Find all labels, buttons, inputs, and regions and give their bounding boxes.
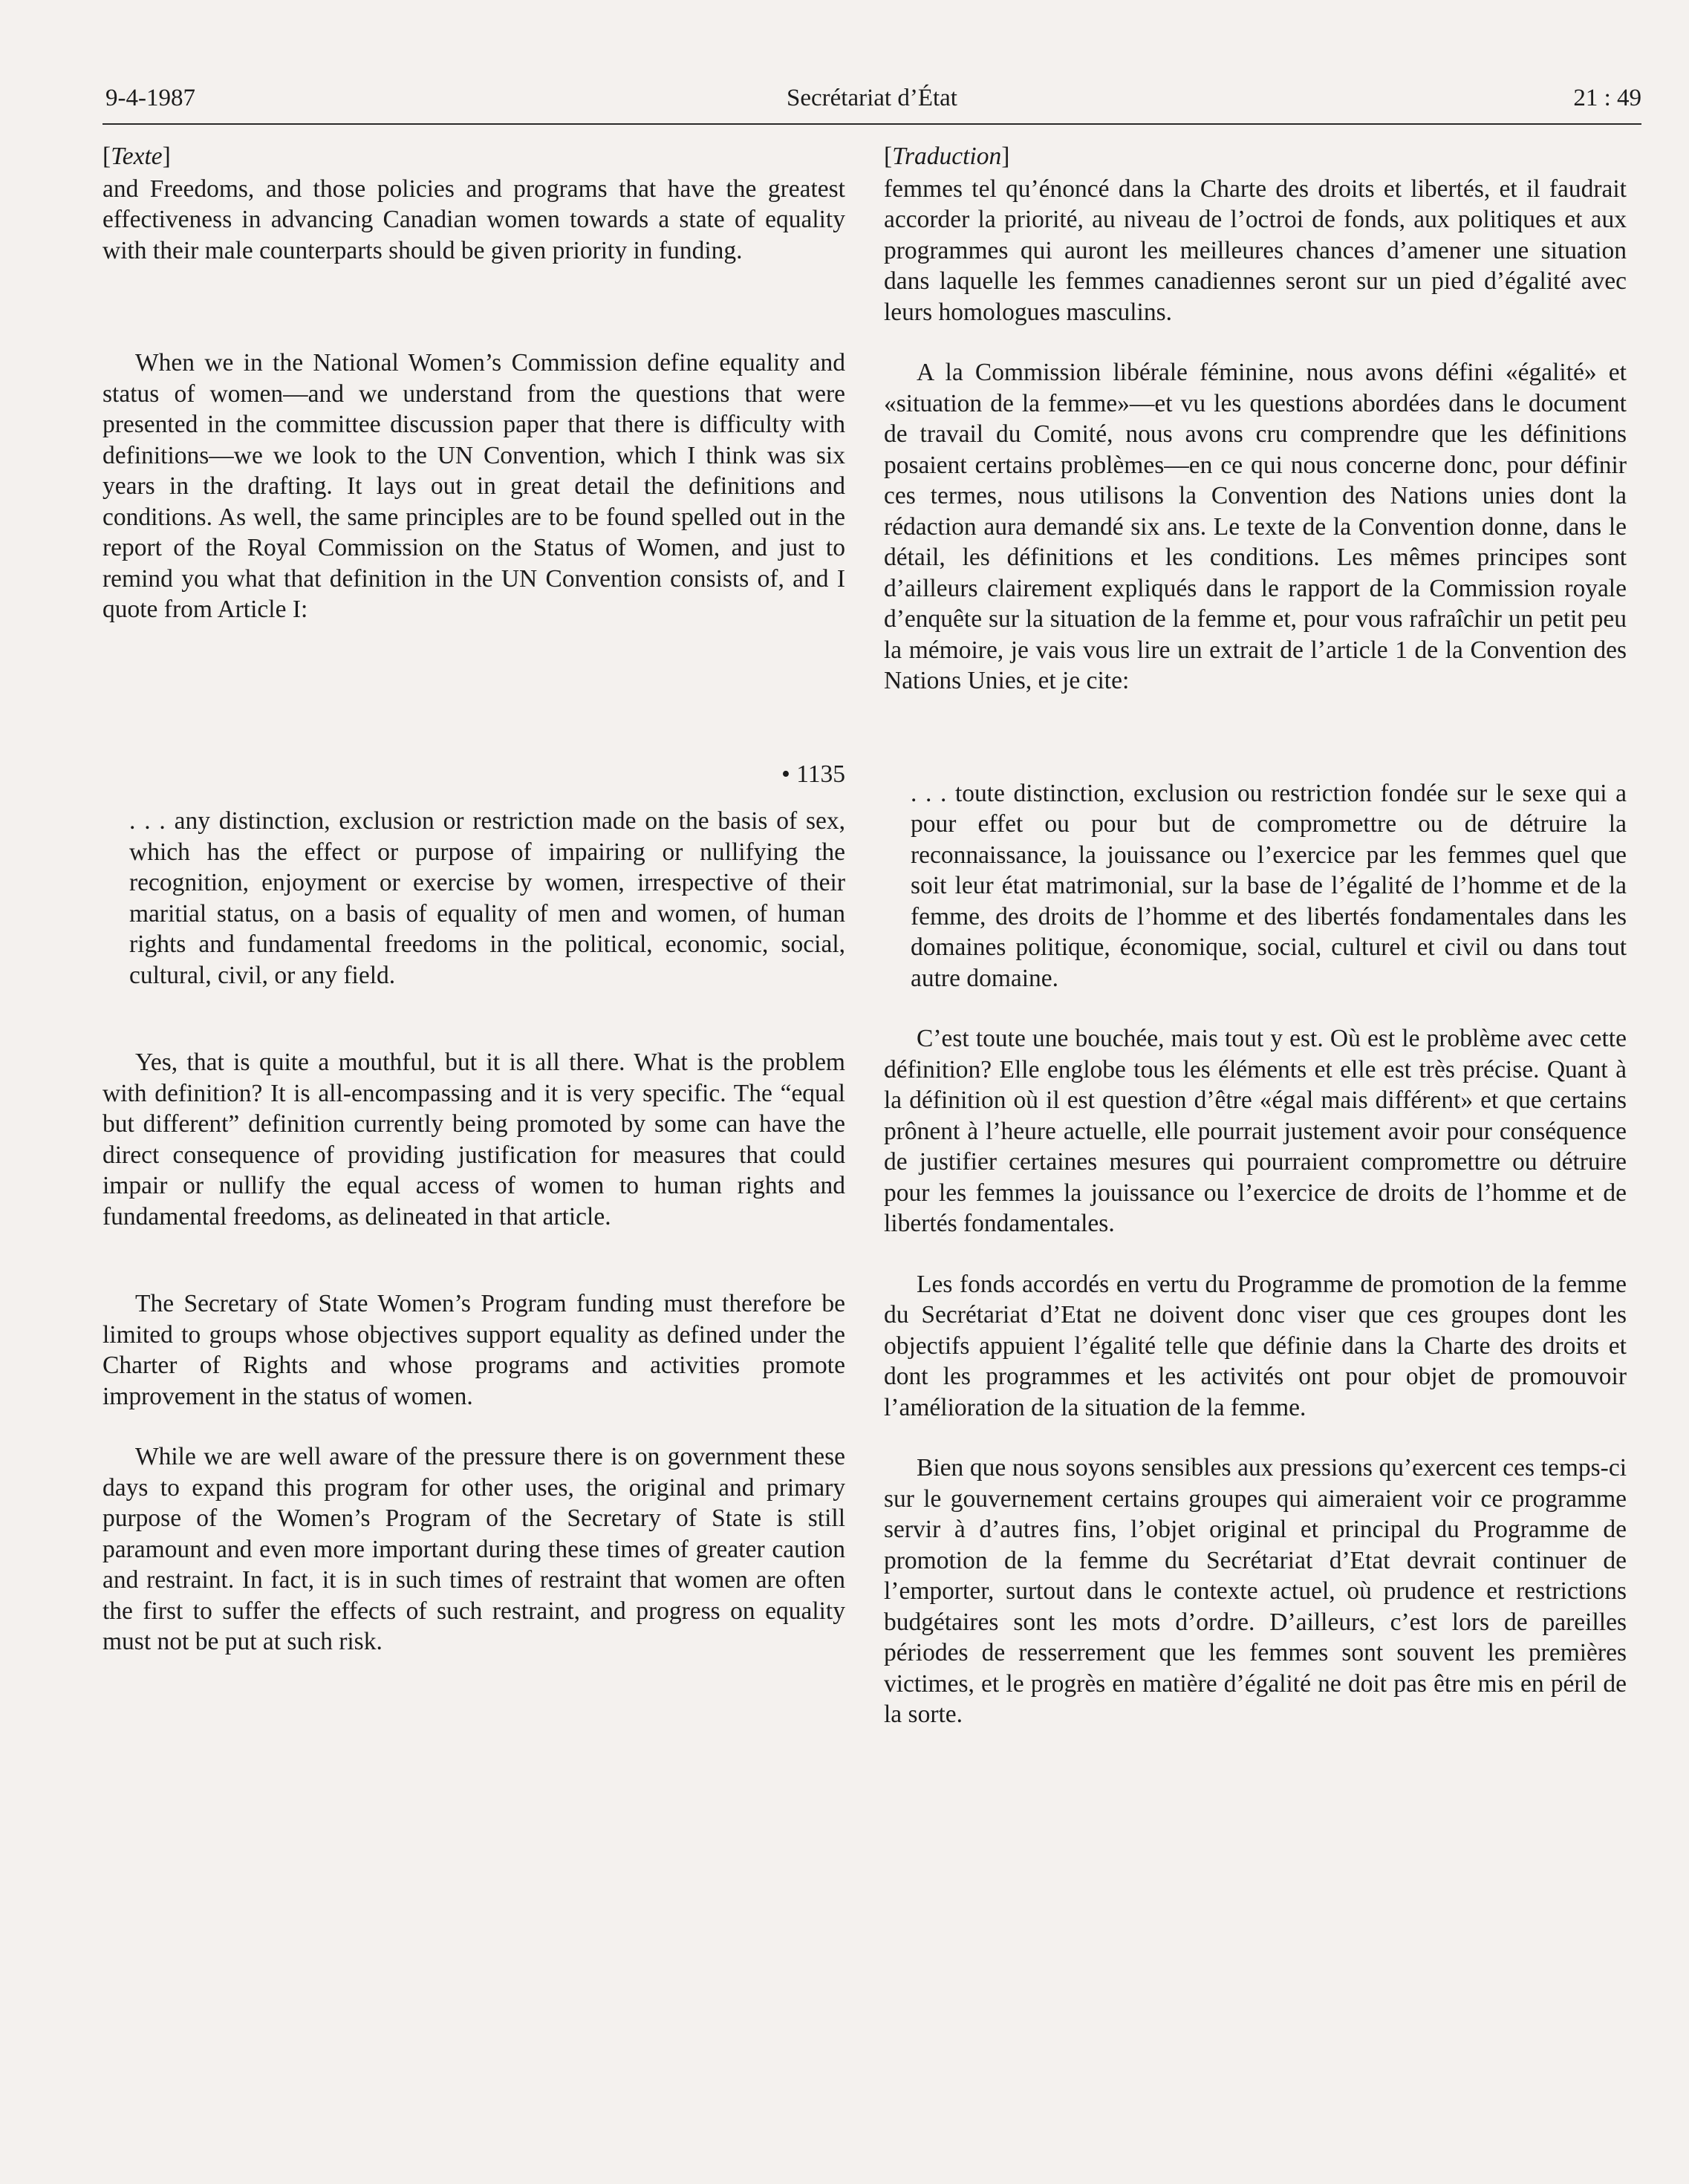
- left-quote: . . . any distinction, exclusion or restriction made on the basis of sex, which has the effect or purpose of impairing or nullifying the recognition, enjoyment or exercise by women, irrespective of their maritial status, on a basis of equality of men and women, of human rights and fundamental freedoms in the political, economic, social, cultural, civil, or any field.: [129, 807, 845, 989]
- right-paragraph-2: A la Commission libérale féminine, nous avons défini «égalité» et «situation de la femme»—et vu les questions abordées dans le document de travail du Comité, nous avons cru comprendre que les définitions posaient certains problèmes—en ce qui nous concerne donc, pour définir ces termes, nous utilisons la Convention des Nations unies dont la rédaction aura demandé six ans. Le texte de la Convention donne, dans le détail, les définitions et les conditions. Les mêmes principes sont d’ailleurs clairement expliqués dans le rapport de la Commission royale d’enquête sur la situation de la femme et, pour vous rafraîchir un petit peu la mémoire, je vais vous lire un extrait de l’article 1 de la Convention des Nations Unies, et je cite:: [884, 359, 1627, 694]
- page-header: [102, 82, 1641, 119]
- right-paragraph-3: C’est toute une bouchée, mais tout y est. Où est le problème avec cette définition? Elle englobe tous les éléments et elle est très précise. Quant à la définition où il est question d’être «égal mais différent» et que certains prônent à l’heure actuelle, elle pourrait justement avoir pour conséquence de justifier certaines mesures qui pourraient compromettre ou détruire pour les femmes la jouissance ou l’exercice de droits de l’homme et de libertés fondamentales.: [884, 1025, 1627, 1237]
- column-tag-texte: [Texte]: [102, 143, 171, 170]
- left-paragraph-4: The Secretary of State Women’s Program funding must therefore be limited to groups whose objectives support equality as defined under the Charter of Rights and whose programs and activities promote improvement in the status of women.: [102, 1290, 845, 1410]
- column-tag-traduction: [Traduction]: [884, 143, 1010, 170]
- right-quote: . . . toute distinction, exclusion ou restriction fondée sur le sexe qui a pour effet ou pour but de compromettre ou de détruire la reconnaissance, la jouissance ou l’exercice par les femmes quel que soit leur état matrimonial, sur la base de l’égalité de l’homme et de la femme, des droits de l’homme et des libertés fondamentales dans les domaines politique, économique, social, culturel et civil ou dans tout autre domaine.: [911, 779, 1627, 992]
- header-title: Secrétariat d’État: [787, 85, 957, 111]
- header-rule: [102, 123, 1641, 125]
- left-paragraph-5: While we are well aware of the pressure there is on government these days to expand this program for other uses, the original and primary purpose of the Women’s Program of the Secretary of State is still paramount and even more important during these times of greater caution and restraint. In fact, it is in such times of restraint that women are often the first to suffer the effects of such restraint, and progress on equality must not be put at such risk.: [102, 1443, 845, 1655]
- right-paragraph-1: femmes tel qu’énoncé dans la Charte des droits et libertés, et il faudrait accorder la priorité, au niveau de l’octroi de fonds, aux politiques et aux programmes qui auront les meilleures chances d’amener une situation dans laquelle les femmes canadiennes seront sur un pied d’égalité avec leurs homologues masculins.: [884, 175, 1627, 326]
- left-paragraph-1: and Freedoms, and those policies and programs that have the greatest effectiveness in advancing Canadian women towards a state of equality with their male counterparts should be given priority in funding.: [102, 175, 845, 264]
- right-paragraph-4: Les fonds accordés en vertu du Programme de promotion de la femme du Secrétariat d’Etat ne doivent donc viser que ces groupes dont les objectifs appuient l’égalité telle que définie dans la Charte des droits et dont les programmes et les activités ont pour objet de promouvoir l’amélioration de la situation de la femme.: [884, 1270, 1627, 1421]
- left-column-english: [102, 141, 845, 1657]
- left-paragraph-2: When we in the National Women’s Commission define equality and status of women—and we understand from the questions that were presented in the committee discussion paper that there is difficulty with definitions—we we look to the UN Convention, which I think was six years in the drafting. It lays out in great detail the definitions and conditions. As well, the same principles are to be found spelled out in the report of the Royal Commission on the Status of Women, and just to remind you what that definition in the UN Convention consists of, and I quote from Article I:: [102, 349, 845, 623]
- right-column-french: [884, 141, 1627, 1730]
- header-page-number: 21 : 49: [1573, 85, 1641, 111]
- right-paragraph-5: Bien que nous soyons sensibles aux pressions qu’exercent ces temps-ci sur le gouvernement certains groupes qui aimeraient voir ce programme servir à d’autres fins, l’objet original et principal du Programme de promotion de la femme du Secrétariat d’Etat devrait continuer de l’emporter, surtout dans le contexte actuel, où prudence et restrictions budgétaires sont les mots d’ordre. D’ailleurs, c’est lors de pareilles périodes de resserrement que les femmes sont souvent les premières victimes, et le progrès en matière d’égalité ne doit pas être mis en péril de la sorte.: [884, 1454, 1627, 1728]
- header-date: 9-4-1987: [105, 85, 195, 111]
- time-marker: • 1135: [781, 760, 845, 788]
- left-paragraph-3: Yes, that is quite a mouthful, but it is all there. What is the problem with definition? It is all-encompassing and it is very specific. The “equal but different” definition currently being promoted by some can have the direct consequence of providing justification for measures that could impair or nullify the equal access of women to human rights and fundamental freedoms, as delineated in that article.: [102, 1049, 845, 1230]
